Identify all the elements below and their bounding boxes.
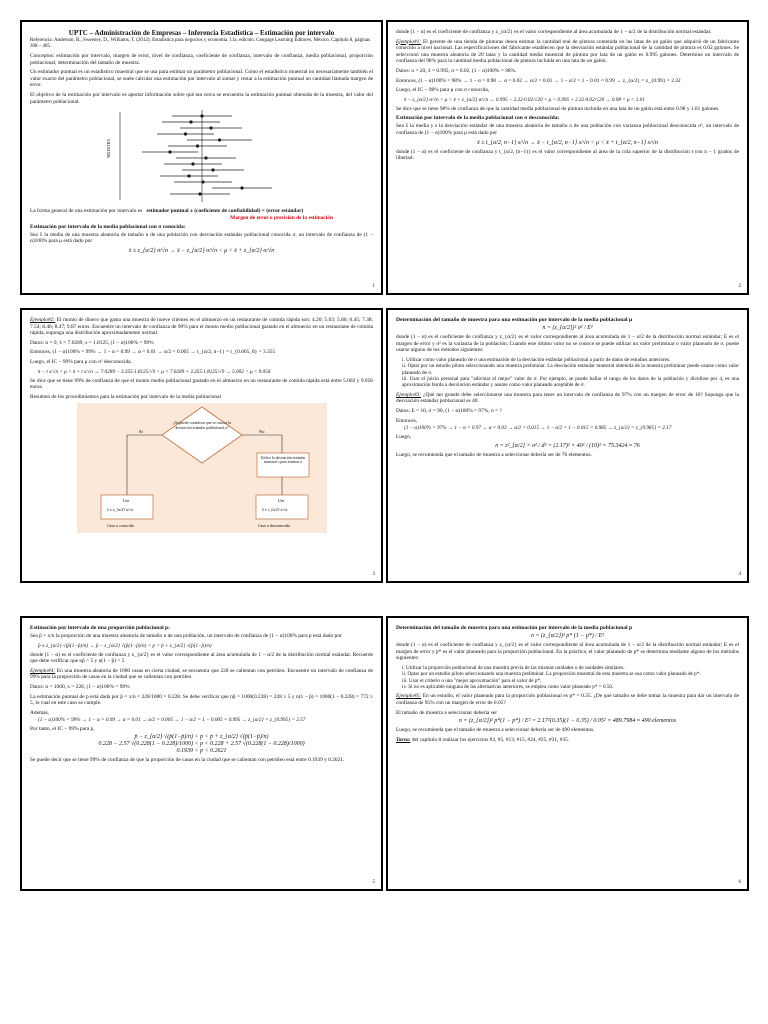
conclusion-paragraph: Luego, se recomienda que el tamaño de muestra a seleccionar debería ser de 76 elementos. [396,451,592,458]
example-paragraph [396,39,739,65]
document-page-4 [386,308,749,583]
methods-list [402,357,739,389]
sample-mean-point [187,175,189,177]
sample-mean-point [209,127,211,129]
reference-text: Referencia: Anderson, R., Sweeney, D., Williams, T. (2012). Estadística para negocios y economía. 11a. edición. Cengage Learning Editores, México. Capítulo 8, páginas 308 – 405. [30,38,371,49]
list-item: iii. Usar el juicio personal para "adivinar el mejor" valor de σ. Por ejemplo, se puede hallar el rango de los datos de la población y dividirse por 4, es una aproximación burda a desviación estándar y asume como valor planeado aceptable de σ. [402,376,739,389]
example-label: Ejemplo#4: [30,667,56,674]
t-definition-paragraph: donde (1 − α) es el coeficiente de confianza y t_{α/2, (n−1)} es el valor correspondiente al área de la cola superior de la distribución t con n − 1 grados de libertad. [396,148,739,162]
formula-t: x̄ ± t_{α/2, n−1} s/√n → x̄ − t_{α/2, n−1} s/√n < μ < x̄ + t_{α/2, n−1} s/√n [477,139,658,146]
known-sigma-formula: x̄ ± z_{α/2} σ/√n [106,507,133,513]
no-label: No [258,429,264,435]
list-item: i. Utilizar la proporción poblacional de una muestra previa de las mismas unidades o de unidades similares. [402,664,625,671]
list-item: i. Utilizar como valor planeado de σ una estimación de la desviación estándar poblacional a partir de datos de estudios anteriores. [402,356,671,363]
procedure-flowchart [77,403,327,533]
decision-question: ¿Se puede considerar que se conoce la desviación estándar poblacional σ? [172,421,231,430]
sample-size-formula: n = (z_{α/2})² p* (1 − p*) / E² [531,633,604,639]
list-item: iii. Usar el criterio o una "mejor aproximación" para el valor de p*. [402,677,542,684]
section-heading: Estimación por intervalo de una proporción poblacional p: [30,625,171,631]
sample-mean-point [191,163,193,165]
section-paragraph: Sea x̄ la media y s la desviación estándar de una muestra aleatoria de tamaño n de una población con varianza poblacional desconocida σ², un intervalo de confianza de (1 − α)100% para μ está dado por [396,123,739,136]
section-paragraph: Sea p̄ = x/n la proporción de una muestra aleatoria de tamaño n de una población, un intervalo de confianza de (1 − α)100% para p está dado por [30,633,342,639]
example-paragraph [30,317,373,337]
definition-paragraph: donde (1 − α) es el coeficiente de confianza y z_{α/2} es el valor correspondiente al área acumulada de 1 − α/2 de la distribución normal estándar; E es el margen de error y σ² es la varianza de la población. Cuando este último valor no se conoce se puede utilizar un valor preliminar o valor planeado de σ, puede usarse alguno de los métodos siguientes: [396,334,739,354]
result-formula: n = (z_{α/2})² p*(1 − p*) / E² = 2.17²(0.35)(1 − 0.35) / 0.05² = 489.7984 ≈ 490 elementos [458,718,677,725]
sample-mean-point [198,193,200,195]
general-form-line [30,208,373,215]
formula: p̄ ± z_{α/2} √(p̄(1−p̄)/n) → p̄ − z_{α/2} √(p̄(1−p̄)/n) < p < p̄ + z_{α/2} √(p̄(1−p̄)/n) [38,642,212,649]
then-line-2: Por tanto, el IC − 99% para p, [30,726,95,733]
formula: x̄ − t s/√n < μ < x̄ + t s/√n → 7.0289 − 3.355·1.8125/√9 < μ < 7.0289 + 3.355·1.8125/√9 → 5.002 < μ < 9.056 [38,368,271,375]
interval-substitution: 0.228 − 2.57 √(0.228(1 − 0.228)/1000) < p < 0.228 + 2.57 √(0.228(1 − 0.228)/1000) [98,740,305,747]
figure-axis-label: MUESTRA [105,139,111,159]
result-formula: n = z²_{α/2} × σ² / d² = (2.17)² × 40² / (10)² = 75.3424 ≈ 76 [495,442,640,449]
homework-label: Tarea: [396,736,411,743]
then-line: El tamaño de muestra a seleccionar debería ser [396,709,498,716]
page-number: 2 [738,284,741,289]
list-item: ii. Optar por un estudio piloto seleccionando una muestra preliminar. La proporción muestral de esta muestra se usa como valor planeado de p*. [402,671,701,678]
sample-mean-point [168,151,170,153]
calculation-line: (1 − α)100% = 97% → 1 − α = 0.97 → α = 0.03 → α/2 = 0.015 → 1 − α/2 = 1 − 0.015 = 0.985 → z_{α/2} = z_{0.985} = 2.17 [404,425,672,432]
homework-text: del capítulo 8 realizar los ejercicios #2, #5, #13, #15, #24, #25, #31, #35. [411,736,570,743]
example-paragraph [396,392,739,405]
homework-paragraph [396,737,739,744]
document-page-2 [386,20,749,295]
calculation-line: Entonces, (1 − α)100% = 99% → 1 − α = 0.99 → α = 0.01 → α/2 = 0.005 → t_{α/2, n−1} = t_{0.005, 8} = 3.355 [30,349,276,356]
section-heading: Estimación por intervalo de la media poblacional con σ conocida: [30,223,186,230]
then-line: Luego, el IC − 98% para μ con σ conocida, [396,87,490,94]
page-number: 6 [738,880,741,885]
document-page-1 [20,20,383,295]
definition-paragraph: donde (1 − α) es el coeficiente de confianza y z_{α/2} es el valor correspondiente al área acumulada de 1 − α/2 de la distribución normal estándar; E es el margen de error y p* es el valor planeado para la proporción poblacional. En la práctica, el valor planeado de p* se determina mediante alguno de los métodos siguientes: [396,642,739,662]
point-estimator-paragraph: Un estimador puntual es un estadístico muestral que se usa para estimar un parámetro poblacional. Como el estadístico muestral no necesariamente también el valor exacto del parámetro poblacional, se suele calcular una estimación por intervalo al sumar y restar a la estimación puntual un cantidad llamada margen de error. [30,69,373,89]
section-heading: Determinación del tamaño de muestra para una estimación por intervalo de la media poblacional μ [396,317,633,323]
document-page-5 [20,616,383,891]
data-line: Datos: n = 9, x̄ = 7.0289, s = 1.8125, (1 − α)100% = 99% [30,339,154,346]
list-item: ii. Optar por un estudio piloto seleccionando una muestra preliminar. La desviación estándar muestral obtenida de la muestra preliminar puede usarse como valor planeado de σ. [402,363,739,376]
document-page-6 [386,616,749,891]
unknown-sigma-caption: Caso σ desconocida [257,523,290,529]
page-number: 4 [738,572,741,577]
sample-mean-point [184,133,186,135]
use-label-left: Use [122,498,129,504]
general-form-formula: estimador puntual ± (coeficiente de confiabilidad) × (error estándar) [146,208,304,215]
sample-mean-point [240,187,242,189]
page-number: 3 [372,572,375,577]
then-line-2: Luego, [396,434,412,441]
formula: x̄ − z_{α/2} σ/√n < μ < x̄ + z_{α/2} σ/√n → 0.995 − 2.32·0.02/√20 < μ < 0.995 + 2.32·0.02/√20 → 0.98 < μ < 1.01 [404,96,645,103]
example-text: El monto de dinero que gasta una muestra de nueve clientes en el almuerzo en un restaurante de comida rápida son: 4.20; 5.03; 5.86; 6.45; 7.38; 7.54; 8.46; 8.47; 9.87 euros. Encuentre un intervalo de confianza de 99% para el monto medio poblacional gastado en el almuerzo en un restaurante de comida rápida, suponga una distribución aproximadamente normal. [30,317,373,337]
known-sigma-caption: Caso σ conocida [106,523,134,529]
example-label: Ejemplo#1: [396,38,422,45]
data-line: Datos: n = 20, x̄ = 0.995, σ = 0.02, (1 − α)100% = 98%. [396,67,517,74]
section-heading: Determinación del tamaño de muestra para una estimación por intervalo de la media poblacional p [396,625,633,631]
example-text: ¿Qué tan grande debe seleccionarse una muestra para tener un intervalo de confianza de 97% con un margen de error de 10? Suponga que la desviación estándar poblacional es 40. [396,391,739,405]
objective-paragraph: El objetivo de la estimación por intervalo es aportar información sobre qué tan cerca se encuentra la estimación puntual obtenida de la muestra, del valor del parámetro poblacional. [30,91,373,105]
interval-formula: p̄ − z_{α/2} √(p̄(1−p̄)/n) < p < p̄ + z_{α/2} √(p̄(1−p̄)/n) [134,733,269,740]
sample-mean-point [189,121,191,123]
sample-mean-point [200,115,202,117]
unknown-sigma-formula: x̄ ± t_{α/2} s/√n [261,507,287,513]
calculation-line: Entonces, (1 − α)100% = 98% → 1 − α = 0.98 → α = 0.02 → α/2 = 0.01 → 1 − α/2 = 1 − 0.01 = 0.99 → z_{α/2} = z_{0.99} = 2.32 [396,77,681,84]
example-label: Ejemplo#5: [396,693,422,700]
margin-of-error-annotation: Margen de error o precisión de la estimación [230,214,333,221]
example-text: El gerente de una tienda de pinturas desea estimar la cantidad real de pintura contenida en las latas de un galón que adquirió de un fabricante conocido a nivel nacional. Las especificaciones del fabricante establecen que la desviación estándar poblacional de la cantidad de pintura es 0.02 galones. Se seleccionó una muestra aleatoria de 20 latas y la cantidad media muestral de pintura por lata de un galón es 0.995 galones. Determine un intervalo de confianza del 98% para la cantidad media poblacional de pintura incluida en una lata de un galón. [396,38,739,65]
interval-result: 0.1939 < p < 0.2621 [176,747,227,754]
document-page-3 [20,308,383,583]
sample-size-formula: n = (z_{α/2})² σ² / E² [542,325,593,331]
then-line: Entonces, [396,417,418,424]
methods-list [402,665,739,691]
conclusion-paragraph: Se dice que se tiene 99% de confianza de que el monto medio poblacional gastado en el almuerzo en un restaurante de comida rápida está entre 5.002 y 9.056 euros. [30,377,373,391]
list-item: iv. Si no es aplicable ninguna de las alternativas anteriores, se emplea como valor planeado p* = 0.50. [402,684,614,690]
summary-caption: Resumen de los procedimientos para la estimación por intervalo de la media poblacional [30,393,222,400]
definition-paragraph: donde (1 − α) es el coeficiente de confianza y z_{α/2} es el valor correspondiente al área acumulada de 1 − α/2 de la distribución normal estándar. Recuerde que debe verificar que np̄ > 5 y n(1 − p̄) > 5 [30,651,373,665]
general-form-prefix: La forma general de una estimación por intervalo es [30,208,143,215]
use-label-right: Use [277,498,284,504]
sample-mean-point [218,139,220,141]
example-text: En una muestra aleatoria de 1000 casas en cierta ciudad, se encuentra que 228 se calientan con petróleo. Encuentre un intervalo de confianza de 99% para la proporción de casas en la ciudad que se calientan con petróleo. [30,667,373,681]
use-s-text: Utilice la desviación estándar muestral s para estimar σ [260,456,305,465]
section-heading: Estimación por intervalo de la media poblacional con σ desconocida: [396,115,560,122]
then-line: Luego, el IC − 99% para μ con σ² desconocida. [30,358,132,365]
page-number: 5 [372,880,375,885]
sample-mean-point [204,157,206,159]
section-paragraph: Sea x̄ la media de una muestra aleatoria de tamaño n de una población con desviación estándar poblacional conocida σ, un intervalo de confianza de (1 − α)100% para μ está dado por [30,231,373,245]
concepts-paragraph: Conceptos: estimación por intervalo, margen de error, nivel de confianza, coeficiente de confianza, intervalo de confianza, media poblacional, proporción poblacional, determinación del tamaño de muestra. [30,53,373,66]
example-paragraph [396,693,739,706]
example-label: Ejemplo#2: [30,317,56,323]
then-line: Además, [30,709,50,716]
data-line: Datos: E = 10, σ = 90, (1 − α)100% = 97%, n = ? [396,408,502,414]
conclusion-paragraph: Luego, se recomienda que el tamaño de muestra a seleccionar debería ser de 490 elementos. [396,727,595,734]
calculation-line: (1 − α)100% = 99% → 1 − α = 0.99 → α = 0.01 → α/2 = 0.005 → 1 − α/2 = 1 − 0.005 = 0.995 → z_{α/2} = z_{0.995} = 2.57 [38,717,306,724]
definition-paragraph: donde (1 − α) es el coeficiente de confianza y z_{α/2} es el valor correspondiente al área acumulada de 1 − α/2 de la distribución normal estándar. [396,29,712,35]
conclusion-paragraph: Se puede decir que se tiene 99% de confianza de que la proporción de casas en la ciudad que se calientan con petróleo está entre 0.1939 y 0.2621. [30,756,345,763]
point-estimate-paragraph: La estimación puntual de p está dada por p̄ = x/n = 228/1000 = 0.228. Se debe verificar que np̄ = 1000(0.228) = 228 ≥ 5 y n(1 − p̄) = 1000(1 − 0.228) = 772 ≥ 5, lo cual en este caso se cumple. [30,693,373,707]
example-paragraph [30,668,373,681]
formula: x̄ ± z_{α/2} σ/√n → x̄ − z_{α/2} σ/√n < μ < x̄ + z_{α/2} σ/√n [128,247,275,254]
page-number: 1 [372,284,375,289]
document-title: UPTC – Administración de Empresas – Inferencia Estadística – Estimación por intervalo [68,29,335,37]
data-line: Datos: n = 1000, x = 228, (1 − α)100% = 99% [30,683,130,690]
confidence-intervals-figure [102,108,302,204]
example-text: En un estudio, el valor planeado para la proporción poblacional es p* = 0.35. ¿De qué tamaño se debe tomar la muestra para dar un intervalo de confianza de 95% con un margen de error de 0.05? [396,693,739,706]
sample-mean-point [201,181,203,183]
yes-label: Sí [138,429,143,435]
sample-mean-point [211,169,213,171]
conclusion-paragraph: Se dice que se tiene 98% de confianza de que la cantidad media poblacional de pintura incluida en una lata de un galón está entre 0.98 y 1.01 galones. [396,105,720,112]
example-label: Ejemplo#3: [396,391,422,398]
sample-mean-point [196,145,198,147]
